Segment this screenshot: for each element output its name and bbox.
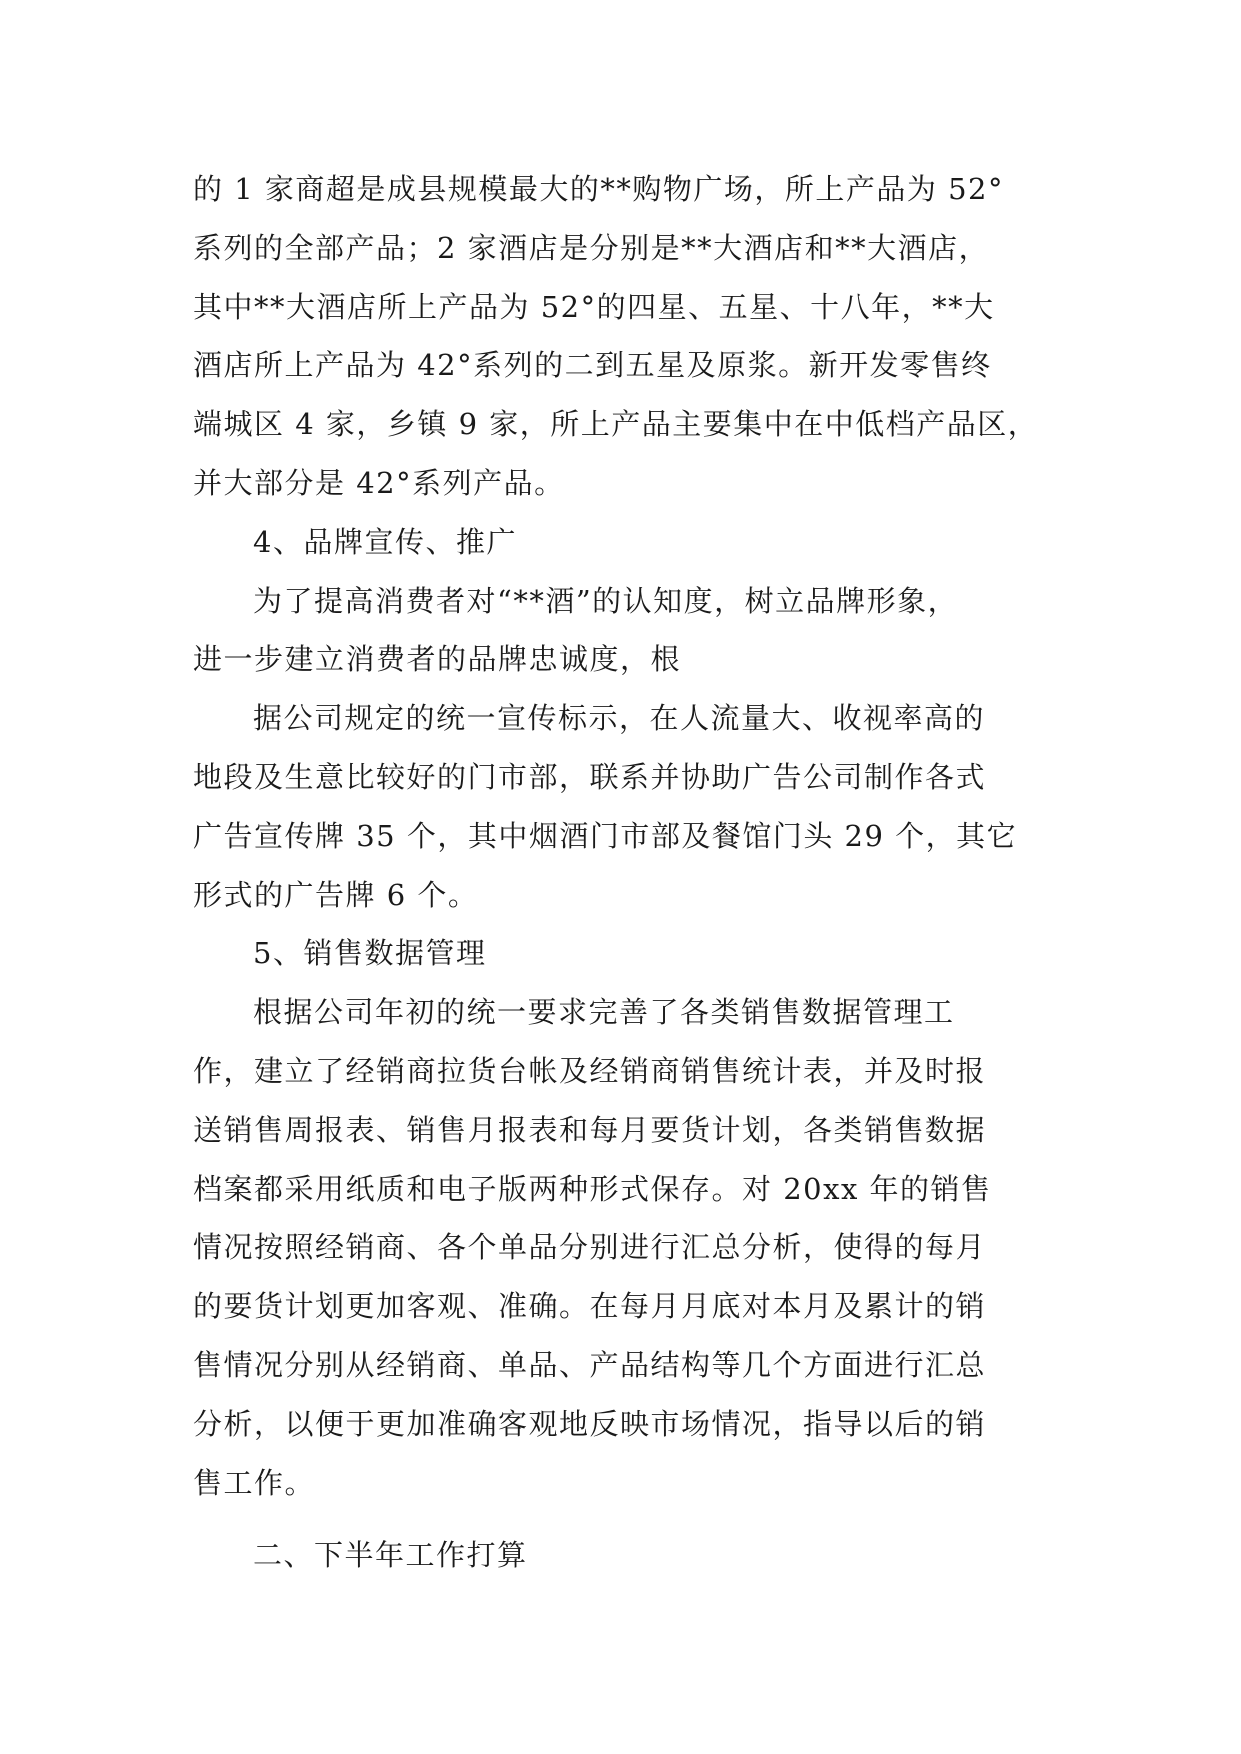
document-body [193, 160, 1053, 1585]
text-line: 系列的全部产品；2 家酒店是分别是**大酒店和**大酒店， [193, 230, 990, 265]
text-line: 情况按照经销商、各个单品分别进行汇总分析，使得的每月 [193, 1230, 987, 1265]
paragraph-start-line: 根据公司年初的统一要求完善了各类销售数据管理工 [253, 995, 955, 1030]
text-line: 形式的广告牌 6 个。 [193, 877, 479, 912]
text-line: 地段及生意比较好的门市部，联系并协助广告公司制作各式 [193, 759, 987, 794]
text-line: 分析，以便于更加准确客观地反映市场情况，指导以后的销 [193, 1406, 987, 1441]
chapter-heading: 二、下半年工作打算 [253, 1538, 528, 1573]
paragraph-start-line: 据公司规定的统一宣传标示，在人流量大、收视率高的 [253, 701, 986, 736]
text-line: 广告宣传牌 35 个，其中烟酒门市部及餐馆门头 29 个，其它 [193, 818, 1018, 853]
text-line: 档案都采用纸质和电子版两种形式保存。对 20xx 年的销售 [193, 1171, 992, 1206]
text-line: 的 1 家商超是成县规模最大的**购物广场，所上产品为 52° [193, 172, 1005, 206]
text-line: 售工作。 [193, 1465, 316, 1500]
text-line: 进一步建立消费者的品牌忠诚度，根 [193, 642, 682, 677]
paragraph-start-line: 为了提高消费者对“**酒”的认知度，树立品牌形象， [253, 583, 959, 618]
section-heading: 5、销售数据管理 [253, 936, 487, 971]
text-line: 的要货计划更加客观、准确。在每月月底对本月及累计的销 [193, 1289, 987, 1324]
text-line: 并大部分是 42°系列产品。 [193, 465, 565, 500]
section-heading: 4、品牌宣传、推广 [253, 524, 517, 559]
text-line: 端城区 4 家，乡镇 9 家，所上产品主要集中在中低档产品区， [193, 407, 1039, 442]
text-line: 售情况分别从经销商、单品、产品结构等几个方面进行汇总 [193, 1347, 987, 1382]
text-line: 送销售周报表、销售月报表和每月要货计划，各类销售数据 [193, 1112, 987, 1147]
text-line: 其中**大酒店所上产品为 52°的四星、五星、十八年，**大 [193, 289, 995, 324]
text-line: 酒店所上产品为 42°系列的二到五星及原浆。新开发零售终 [193, 348, 992, 383]
text-line: 作，建立了经销商拉货台帐及经销商销售统计表，并及时报 [193, 1053, 987, 1088]
